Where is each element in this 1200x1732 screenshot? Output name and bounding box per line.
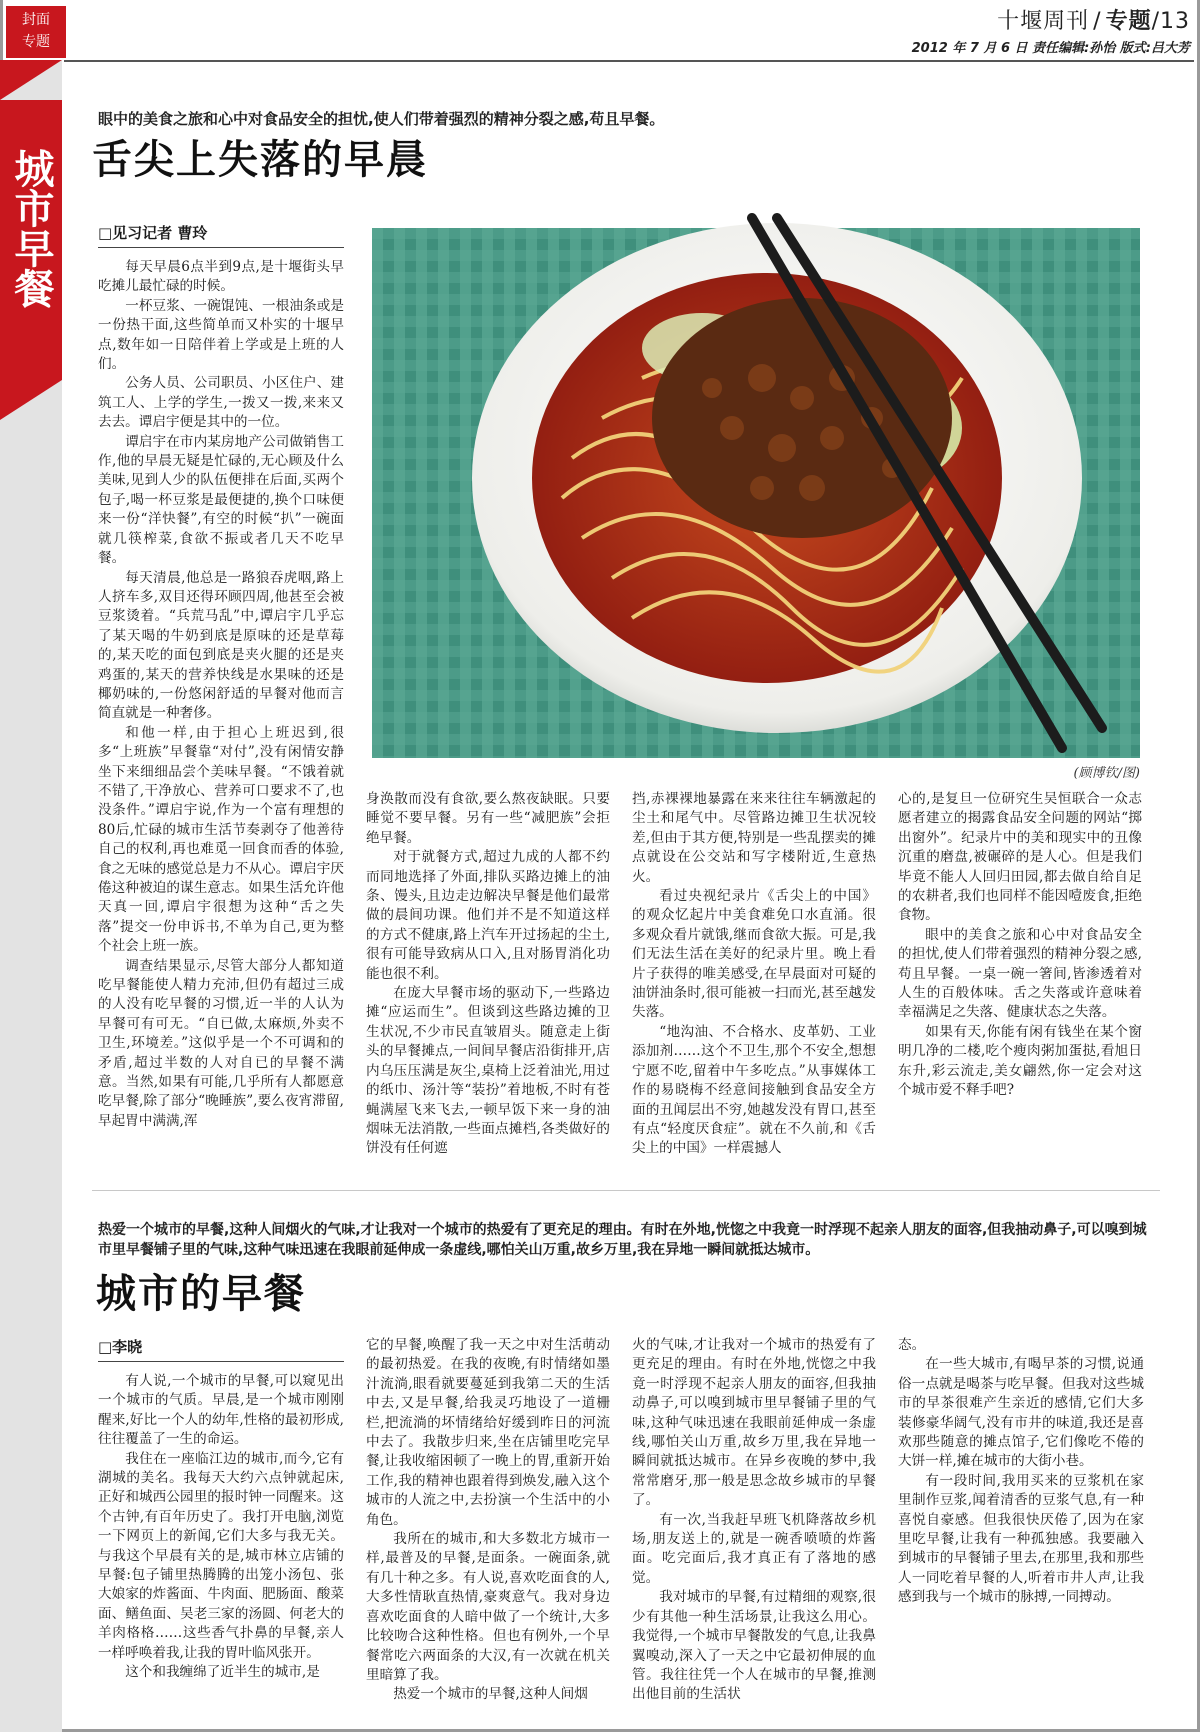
article1-headline: 舌尖上失落的早晨 bbox=[92, 136, 428, 183]
paragraph: 挡,赤裸裸地暴露在来来往往车辆激起的尘土和尾气中。尽管路边摊卫生状况较差,但由于其方便,特别是一些乱摆卖的摊点就设在公交站和写字楼附近,生意热火。 bbox=[632, 791, 876, 885]
paragraph: 在庞大早餐市场的驱动下,一些路边摊“应运而生”。但谈到这些路边摊的卫生状况,不少市民直皱眉头。随意走上街头的早餐摊点,一间间早餐店沿街排开,店内乌压压满是灰尘,桌椅上泛着油光,用过的纸巾、汤汁等“装扮”着地板,不时有苍蝇满屋飞来飞去,一顿早饭下来一身的油烟味无法消散,一些面点摊档,各类做好的饼没有任何遮 bbox=[366, 985, 610, 1157]
paragraph: 它的早餐,唤醒了我一天之中对生活萌动的最初热爱。在我的夜晚,有时情绪如墨汁流淌,眼看就要蔓延到我第二天的生活中去,又是早餐,给我灵巧地设了一道栅栏,把流淌的坏情绪给好缓到昨日的河流中去了。我散步归来,坐在店铺里吃完早餐,让我收缩困顿了一晚上的胃,重新开始工作,我的精神也跟着得到焕发,融入这个城市的人流之中,去扮演一个生活中的小角色。 bbox=[366, 1337, 610, 1528]
noodle-photo bbox=[372, 228, 1140, 758]
paragraph: 公务人员、公司职员、小区住户、建筑工人、上学的学生,一拨又一拨,来来又去去。谭启宇便是其中的一位。 bbox=[98, 375, 344, 431]
article2-column-1 bbox=[98, 1372, 344, 1702]
section-name: 专题 bbox=[1105, 9, 1152, 34]
paragraph: 有一段时间,我用买来的豆浆机在家里制作豆浆,闻着清香的豆浆气息,有一种喜悦自豪感。但我很快厌倦了,因为在家里吃早餐,让我有一种孤独感。我要融入到城市的早餐铺子里去,在那里,我和那些人一同吃着早餐的人,听着市井人声,让我感到我与一个城市的脉搏,一同搏动。 bbox=[898, 1472, 1144, 1606]
paragraph: 调查结果显示,尽管大部分人都知道吃早餐能使人精力充沛,但仍有超过三成的人没有吃早餐的习惯,近一半的人认为早餐可有可无。“自已做,太麻烦,外卖不卫生,环境差。”这似乎是一个不可调和的矛盾,超过半数的人对自已的早餐不满意。当然,如果有可能,几乎所有人都愿意吃早餐,除了部分“晚睡族”,要么夜宵滞留,早起胃中满满,浑 bbox=[98, 957, 344, 1129]
page-header bbox=[912, 4, 1190, 56]
badge-line-1: 封面 bbox=[22, 12, 50, 28]
section-divider bbox=[92, 1190, 1160, 1191]
header-separator: / bbox=[1093, 9, 1102, 34]
paragraph: 一杯豆浆、一碗馄饨、一根油条或是一份热干面,这些简单而又朴实的十堰早点,数年如一日陪伴着上学或是上班的人们。 bbox=[98, 297, 344, 373]
paragraph: 每天清晨,他总是一路狼吞虎咽,路上人挤车多,双目还得环顾四周,他甚至会被豆浆烫着。“兵荒马乱”中,谭启宇几乎忘了某天喝的牛奶到底是原味的还是草莓的,某天吃的面包到底是夹火腿的还是夹鸡蛋的,某天的营养快线是水果味的还是椰奶味的,一份悠闲舒适的早餐对他而言简直就是一种奢侈。 bbox=[98, 569, 344, 722]
paragraph: 对于就餐方式,超过九成的人都不约而同地选择了外面,排队买路边摊上的油条、馒头,且边走边解决早餐是他们最常做的晨间功课。他们并不是不知道这样的方式不健康,路上汽车开过扬起的尘土,很有可能导致病从口入,且对肠胃消化功能也很不利。 bbox=[366, 849, 610, 982]
article1-byline: □见习记者 曹玲 bbox=[98, 222, 344, 248]
column-title: 城市早餐 bbox=[8, 148, 55, 308]
page-number: /13 bbox=[1151, 9, 1190, 34]
paragraph: 这个和我缠绵了近半生的城市,是 bbox=[125, 1664, 320, 1681]
paragraph: 和他一样,由于担心上班迟到,很多“上班族”早餐靠“对付”,没有闲情安静坐下来细细品尝个美味早餐。“不饿着就不错了,干净放心、营养可口要求不了,也没条件。”谭启宇说,作为一个富有理想的80后,忙碌的城市生活节奏剥夺了他善待自己的权利,再也难觅一回食而香的体验,食之无味的感觉总是力不从心。谭启宇厌倦这种被迫的谋生意志。如果生活允许他天真一回,谭启宇很想为这种“舌之失落”提交一份申诉书,不单为自己,更为整个社会上班一族。 bbox=[98, 724, 344, 955]
article1-column-3 bbox=[632, 790, 876, 1157]
paragraph: 在一些大城市,有喝早茶的习惯,说通俗一点就是喝茶与吃早餐。但我对这些城市的早茶很难产生亲近的感情,它们大多装修豪华阔气,没有市井的味道,我还是喜欢那些随意的摊点馆子,它们像吃不倦的大饼一样,摊在城市的大街小巷。 bbox=[898, 1356, 1144, 1470]
article1-column-4 bbox=[898, 790, 1142, 1144]
paragraph: 谭启宇在市内某房地产公司做销售工作,他的早晨无疑是忙碌的,无心顾及什么美味,见到人少的队伍便排在后面,买两个包子,喝一杯豆浆是最便捷的,换个口味便来一份“洋快餐”,有空的时候“扒”一碗面就几筷榨菜,食欲不振或者几天不吃早餐。 bbox=[98, 433, 344, 567]
paragraph: 有一次,当我赶早班飞机降落故乡机场,朋友送上的,就是一碗香喷喷的炸酱面。吃完面后,我才真正有了落地的感觉。 bbox=[632, 1511, 876, 1586]
paragraph: 我对城市的早餐,有过精细的观察,很少有其他一种生活场景,让我这么用心。我觉得,一个城市早餐散发的气息,让我鼻翼嗅动,深入了一天之中它最初伸展的血管。我往往凭一个人在城市的早餐,推测出他目前的生活状 bbox=[632, 1589, 876, 1703]
article1-column-1 bbox=[98, 258, 344, 1144]
article1-deck: 眼中的美食之旅和心中对食品安全的担忧,使人们带着强烈的精神分裂之感,苟且早餐。 bbox=[98, 110, 665, 128]
paragraph: 看过央视纪录片《舌尖上的中国》的观众忆起片中美食难免口水直涌。很多观众看片就饿,继而食欲大振。可是,我们无法生活在美好的纪录片里。晚上看片子获得的唯美感受,在早晨面对可疑的油饼油条时,很可能被一扫而光,甚至越发失落。 bbox=[632, 888, 876, 1021]
article1-column-2 bbox=[366, 790, 610, 1157]
paragraph: 火的气味,才让我对一个城市的热爱有了更充足的理由。有时在外地,恍惚之中我竟一时浮现不起亲人朋友的面容,但我抽动鼻子,可以嗅到城市里早餐铺子里的气味,这种气味迅速在我眼前延伸成一条虚线,哪怕关山万重,故乡万里,我在异地一瞬间就抵达城市。在异乡夜晚的梦中,我常常磨牙,那一般是思念故乡城市的早餐了。 bbox=[632, 1337, 876, 1509]
paragraph: 我住在一座临江边的城市,而今,它有湖城的美名。我每天大约六点钟就起床,正好和城西公园里的报时钟一同醒来。这个古钟,有百年历史了。我打开电脑,浏览一下网页上的新闻,它们大多与我无关。与我这个早晨有关的是,城市林立店铺的早餐:包子铺里热腾腾的出笼小汤包、张大娘家的炸酱面、牛肉面、肥肠面、酸菜面、鳝鱼面、吴老三家的汤圆、何老大的羊肉格格……这些香气扑鼻的早餐,亲人一样呼唤着我,让我的胃叶临风张开。 bbox=[98, 1450, 344, 1661]
article2-column-3 bbox=[632, 1336, 876, 1702]
paragraph: 如果有天,你能有闲有钱坐在某个窗明几净的二楼,吃个瘦肉粥加蛋挞,看旭日东升,彩云流走,美女翩然,你一定会对这个城市爱不释手吧? bbox=[898, 1023, 1142, 1099]
article2-headline: 城市的早餐 bbox=[96, 1270, 306, 1317]
paragraph: 身涣散而没有食欲,要么熬夜缺眠。只要睡觉不要早餐。另有一些“减肥族”会拒绝早餐。 bbox=[366, 791, 610, 846]
paragraph: 态。 bbox=[898, 1337, 926, 1353]
strip-corner-top bbox=[0, 60, 62, 100]
article2-byline: □李晓 bbox=[98, 1336, 344, 1362]
badge-line-2: 专题 bbox=[22, 34, 50, 50]
header-rule bbox=[64, 60, 1194, 62]
noodle-bowl-image bbox=[372, 228, 1140, 758]
article2-column-4 bbox=[898, 1336, 1144, 1702]
paragraph: 每天早晨6点半到9点,是十堰街头早吃摊儿最忙碌的时候。 bbox=[98, 259, 344, 295]
paragraph: 我所在的城市,和大多数北方城市一样,最普及的早餐,是面条。一碗面条,就有几十种之多。有人说,喜欢吃面食的人,大多性情耿直热情,豪爽意气。我对身边喜欢吃面食的人暗中做了一个统计,大多比较吻合这种性格。但也有例外,一个早餐常吃六两面条的大汉,有一次就在机关里暗算了我。 bbox=[366, 1531, 610, 1683]
paragraph: 有人说,一个城市的早餐,可以窥见出一个城市的气质。早晨,是一个城市刚刚醒来,好比一个人的幼年,性格的最初形成,往往覆盖了一生的命运。 bbox=[98, 1373, 344, 1448]
publication-name: 十堰周刊 bbox=[997, 9, 1090, 34]
paragraph: 心的,是复旦一位研究生吴恒联合一众志愿者建立的揭露食品安全问题的网站“掷出窗外”。纪录片中的美和现实中的丑像沉重的磨盘,被碾碎的是人心。但是我们毕竟不能人人回归田园,都去做自给自足的农耕者,我们也同样不能因噎废食,拒绝食物。 bbox=[898, 791, 1142, 924]
photo-credit: (顾博钦/图) bbox=[1073, 766, 1140, 781]
masthead-line bbox=[912, 4, 1190, 35]
article2-deck: 热爱一个城市的早餐,这种人间烟火的气味,才让我对一个城市的热爱有了更充足的理由。有时在外地,恍惚之中我竟一时浮现不起亲人朋友的面容,但我抽动鼻子,可以嗅到城市里早餐铺子里的气味,这种气味迅速在我眼前延伸成一条虚线,哪怕关山万重,故乡万里,我在异地一瞬间就抵达城市。 bbox=[98, 1222, 1147, 1258]
paragraph: 眼中的美食之旅和心中对食品安全的担忧,使人们带着强烈的精神分裂之感,苟且早餐。一桌一碗一箸间,皆渗透着对人生的百般体味。舌之失落或许意味着幸福满足之失落、健康状态之失落。 bbox=[898, 926, 1142, 1021]
section-badge bbox=[6, 6, 66, 58]
strip-corner-bottom bbox=[0, 380, 62, 420]
paragraph: “地沟油、不合格水、皮革奶、工业添加剂……这个不卫生,那个不安全,想想宁愿不吃,留着中午多吃点。”从事媒体工作的易晓梅不经意间接触到食品安全方面的丑闻层出不穷,她越发没有胃口,甚至有点“轻度厌食症”。就在不久前,和《舌尖上的中国》一样震撼人 bbox=[632, 1023, 876, 1157]
issue-meta: 2012 年 7 月 6 日 责任编辑:孙怡 版式:吕大芳 bbox=[911, 41, 1190, 56]
paragraph: 热爱一个城市的早餐,这种人间烟 bbox=[393, 1686, 588, 1703]
article2-column-2 bbox=[366, 1336, 610, 1702]
